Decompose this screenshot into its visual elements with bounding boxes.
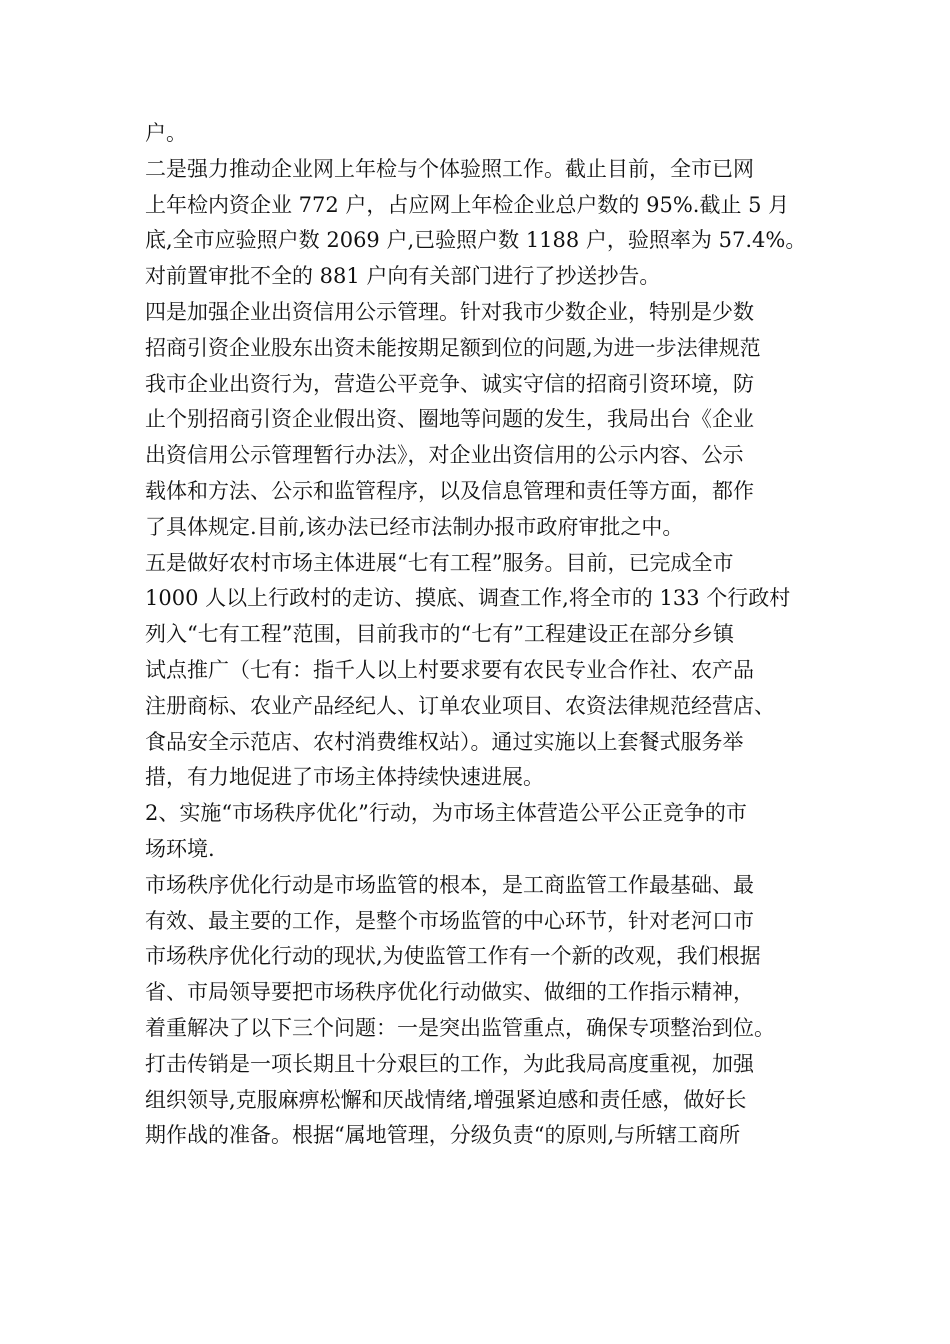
text-line: 食品安全示范店、农村消费维权站）。通过实施以上套餐式服务举 <box>145 729 744 754</box>
text-line: 户。 <box>145 121 187 145</box>
text-line: 五是做好农村市场主体进展“七有工程”服务。目前，已完成全市 <box>145 550 734 575</box>
text-line: 上年检内资企业 772 户，占应网上年检企业总户数的 95%.截止 5 月 <box>145 192 790 217</box>
text-line: 措，有力地促进了市场主体持续快速进展。 <box>145 765 544 790</box>
document-body <box>145 116 835 1154</box>
text-line: 场环境. <box>145 836 215 861</box>
text-line: 四是加强企业出资信用公示管理。针对我市少数企业，特别是少数 <box>145 299 754 324</box>
text-line: 底,全市应验照户数 2069 户,已验照户数 1188 户，验照率为 57.4%。 <box>145 228 807 253</box>
text-line: 二是强力推动企业网上年检与个体验照工作。截止目前，全市已网 <box>145 156 754 181</box>
text-line: 列入“七有工程”范围，目前我市的“七有”工程建设正在部分乡镇 <box>145 622 734 647</box>
text-line: 有效、最主要的工作，是整个市场监管的中心环节，针对老河口市 <box>145 908 754 933</box>
text-line: 我市企业出资行为，营造公平竞争、诚实守信的招商引资环境，防 <box>145 371 754 396</box>
text-line: 期作战的准备。根据“属地管理，分级负责“的原则,与所辖工商所 <box>145 1123 741 1148</box>
text-line: 省、市局领导要把市场秩序优化行动做实、做细的工作指示精神， <box>145 980 754 1005</box>
text-line: 出资信用公示管理暂行办法》，对企业出资信用的公示内容、公示 <box>145 443 744 468</box>
text-line: 注册商标、农业产品经纪人、订单农业项目、农资法律规范经营店、 <box>145 693 775 718</box>
text-line: 市场秩序优化行动是市场监管的根本，是工商监管工作最基础、最 <box>145 872 754 897</box>
text-line: 打击传销是一项长期且十分艰巨的工作，为此我局高度重视，加强 <box>145 1051 754 1076</box>
text-line: 止个别招商引资企业假出资、圈地等问题的发生，我局出台《企业 <box>145 407 754 432</box>
text-line: 市场秩序优化行动的现状,为使监管工作有一个新的改观，我们根据 <box>145 944 761 969</box>
text-line: 招商引资企业股东出资未能按期足额到位的问题,为进一步法律规范 <box>145 335 761 360</box>
text-line: 载体和方法、公示和监管程序，以及信息管理和责任等方面，都作 <box>145 478 754 503</box>
text-line: 试点推广（七有：指千人以上村要求要有农民专业合作社、农产品 <box>145 657 754 682</box>
text-line: 2、实施“市场秩序优化”行动，为市场主体营造公平公正竞争的市 <box>145 801 747 826</box>
text-line: 对前置审批不全的 881 户向有关部门进行了抄送抄告。 <box>145 264 661 289</box>
text-line: 1000 人以上行政村的走访、摸底、调查工作,将全市的 133 个行政村 <box>145 586 791 611</box>
text-line: 了具体规定.目前,该办法已经市法制办报市政府审批之中。 <box>145 514 684 539</box>
text-line: 着重解决了以下三个问题：一是突出监管重点，确保专项整治到位。 <box>145 1015 775 1040</box>
text-line: 组织领导,克服麻痹松懈和厌战情绪,增强紧迫感和责任感，做好长 <box>145 1087 747 1112</box>
